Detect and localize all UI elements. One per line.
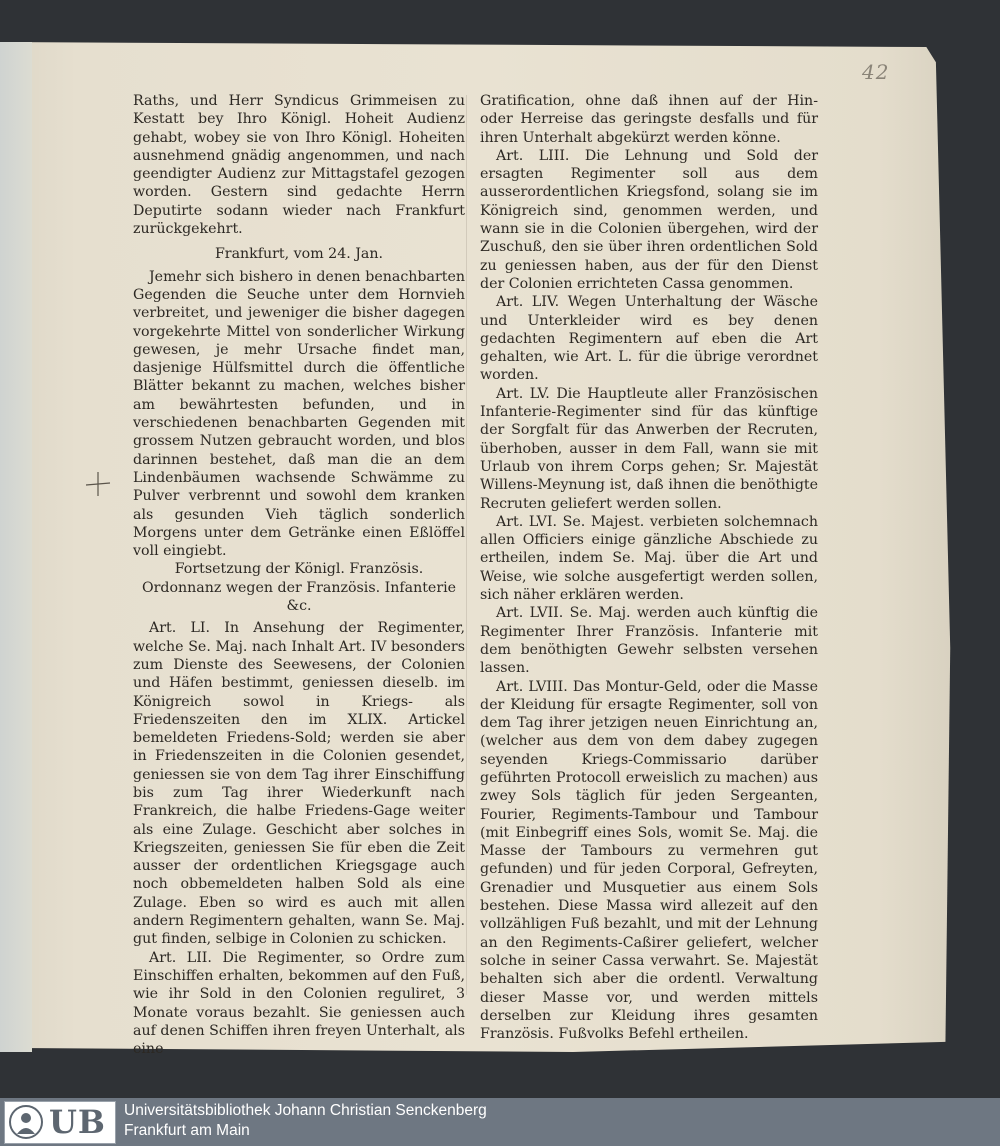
text-paragraph: Art. LVII. Se. Maj. werden auch künftig die Regimenter Ihrer Französis. Infanterie mit dem benöthigten Gewehr selbsten versehen lassen.	[480, 605, 818, 677]
logo-text: UB	[49, 1103, 106, 1141]
section-heading: Fortsetzung der Königl. Französis. Ordonnanz wegen der Französis. Infanterie &c.	[141, 561, 457, 615]
dateline-heading: Frankfurt, vom 24. Jan.	[214, 246, 384, 263]
text-paragraph: Art. LVI. Se. Majest. verbieten solchemnach allen Officiers einige gänzliche Abschiede zu ertheilen, indem Se. Maj. über die Art und Weise, wie solche ausgefertigt werden sollen, sich näher erklären werden.	[480, 513, 818, 604]
column-divider	[466, 95, 467, 995]
cross-mark-icon	[84, 470, 112, 498]
text-paragraph: Gratification, ohne daß ihnen auf der Hin- oder Herreise das geringste desfalls und für ihren Unterhalt abgekürzt werden könne.	[480, 93, 818, 146]
text-paragraph: Art. LIV. Wegen Unterhaltung der Wäsche und Unterkleider wird es bey denen gedachten Regimentern auf eben die Art gehalten, wie Art. L. für die übrige verordnet worden.	[480, 294, 818, 384]
library-city: Frankfurt am Main	[124, 1122, 250, 1139]
page-marker: 42	[862, 60, 890, 84]
text-paragraph: Art. LV. Die Hauptleute aller Französischen Infanterie-Regimenter sind für das künftige der Sorgfalt für das Anwerben der Recruten, überhoben, ausser in dem Fall, wann sie mit Urlaub von ihrem Corps gehen; Sr. Majestät Willens-Meynung ist, daß ihnen die benöthigte Recruten geliefert werden sollen.	[480, 385, 818, 512]
text-paragraph: Art. LII. Die Regimenter, so Ordre zum Einschiffen erhalten, bekommen auf den Fuß, wie ihr Sold in den Colonien reguliret, 3 Monate voraus bezahlt. Sie geniessen auch auf denen Schiffen ihren freyen Unterhalt, als eine	[133, 949, 465, 1058]
library-name: Universitätsbibliothek Johann Christian Senckenberg	[124, 1102, 487, 1119]
right-text-column	[480, 92, 818, 1043]
page-edge-strip	[0, 42, 32, 1052]
library-footer	[0, 1098, 1000, 1146]
text-paragraph: Art. LVIII. Das Montur-Geld, oder die Masse der Kleidung für ersagte Regimenter, soll von dem Tag ihrer jetzigen neuen Einrichtung an, (welcher aus dem von dem dabey zugegen seyenden Kriegs-Commissario darüber geführten Protocoll erweislich zu machen) aus zwey Sols täglich für jeden Sergeanten, Fourier, Regiments-Tambour und Tambour (mit Einbegriff eines Sols, womit Se. Maj. die Masse der Tambours zu vermehren gut gefunden) und für jeden Corporal, Gefreyten, Grenadier und Musquetier aus einem Sols bestehen. Diese Massa wird allezeit auf den vollzähligen Fuß bezahlt, und mit der Lehnung an den Regiments-Caßirer geliefert, welcher solche in seiner Cassa verwahrt. Se. Majestät behalten sich aber die ordentl. Verwaltung dieser Masse vor, und werden mittels derselben zur Kleidung ihres gesamten Französis. Fußvolks Befehl ertheilen.	[480, 678, 818, 1043]
ub-logo[interactable]	[4, 1101, 116, 1144]
text-paragraph: Art. LIII. Die Lehnung und Sold der ersagten Regimenter soll aus dem ausserordentlichen Kriegsfond, solang sie im Königreich sind, genommen werden, und wann sie in die Colonien übergehen, wird der Zuschuß, den sie über ihren ordentlichen Sold zu geniessen haben, aus der für den Dienst der Colonien errichteten Cassa genommen.	[480, 147, 818, 292]
text-paragraph: Art. LI. In Ansehung der Regimenter, welche Se. Maj. nach Inhalt Art. IV besonders zum Dienste des Seewesens, der Colonien und Häfen bestimmt, geniessen dieselb. im Königreich sowol in Kriegs- als Friedenszeiten den im XLIX. Artickel bemeldeten Friedens-Sold; werden sie aber in Friedenszeiten in die Colonien gesendet, geniessen sie von dem Tag ihrer Einschiffung bis zum Tag ihrer Wiederkunft nach Frankreich, die halbe Friedens-Gage weiter als eine Zulage. Geschicht aber solches in Kriegszeiten, geniessen Sie für eben die Zeit ausser der ordentlichen Kriegsgage auch noch obbemeldeten halben Sold als eine Zulage. Eben so wird es auch mit allen andern Regimentern gehalten, wann Se. Maj. gut finden, selbige in Colonien zu schicken.	[133, 620, 465, 948]
seal-icon	[8, 1104, 44, 1140]
text-paragraph: Jemehr sich bishero in denen benachbarten Gegenden die Seuche unter dem Hornvieh verbreitet, und jeweniger die bisher dagegen vorgekehrte Mittel von sonderlicher Wirkung gewesen, je mehr Ursache findet man, dasjenige Hülfsmittel durch die öffentliche Blätter bekannt zu machen, welches bisher am bewährtesten befunden, und in verschiedenen benachbarten Gegenden mit grossem Nutzen gebraucht worden, und blos darinnen bestehet, daß man die an dem Lindenbäumen wachsende Schwämme zu Pulver verbrennt und sowohl dem kranken als gesunden Vieh täglich sonderlich Morgens unter dem Getränke einen Eßlöffel voll eingiebt.	[133, 268, 465, 560]
text-paragraph: Raths, und Herr Syndicus Grimmeisen zu Kestatt bey Ihro Königl. Hoheit Audienz gehabt, wobey sie von Ihro Königl. Hoheiten ausnehmend gnädig angenommen, und nach geendigter Audienz zur Mittagstafel gezogen worden. Gestern sind gedachte Herrn Deputirte sodann wieder nach Frankfurt zurückgekehrt.	[133, 93, 465, 238]
left-text-column	[133, 92, 465, 1058]
